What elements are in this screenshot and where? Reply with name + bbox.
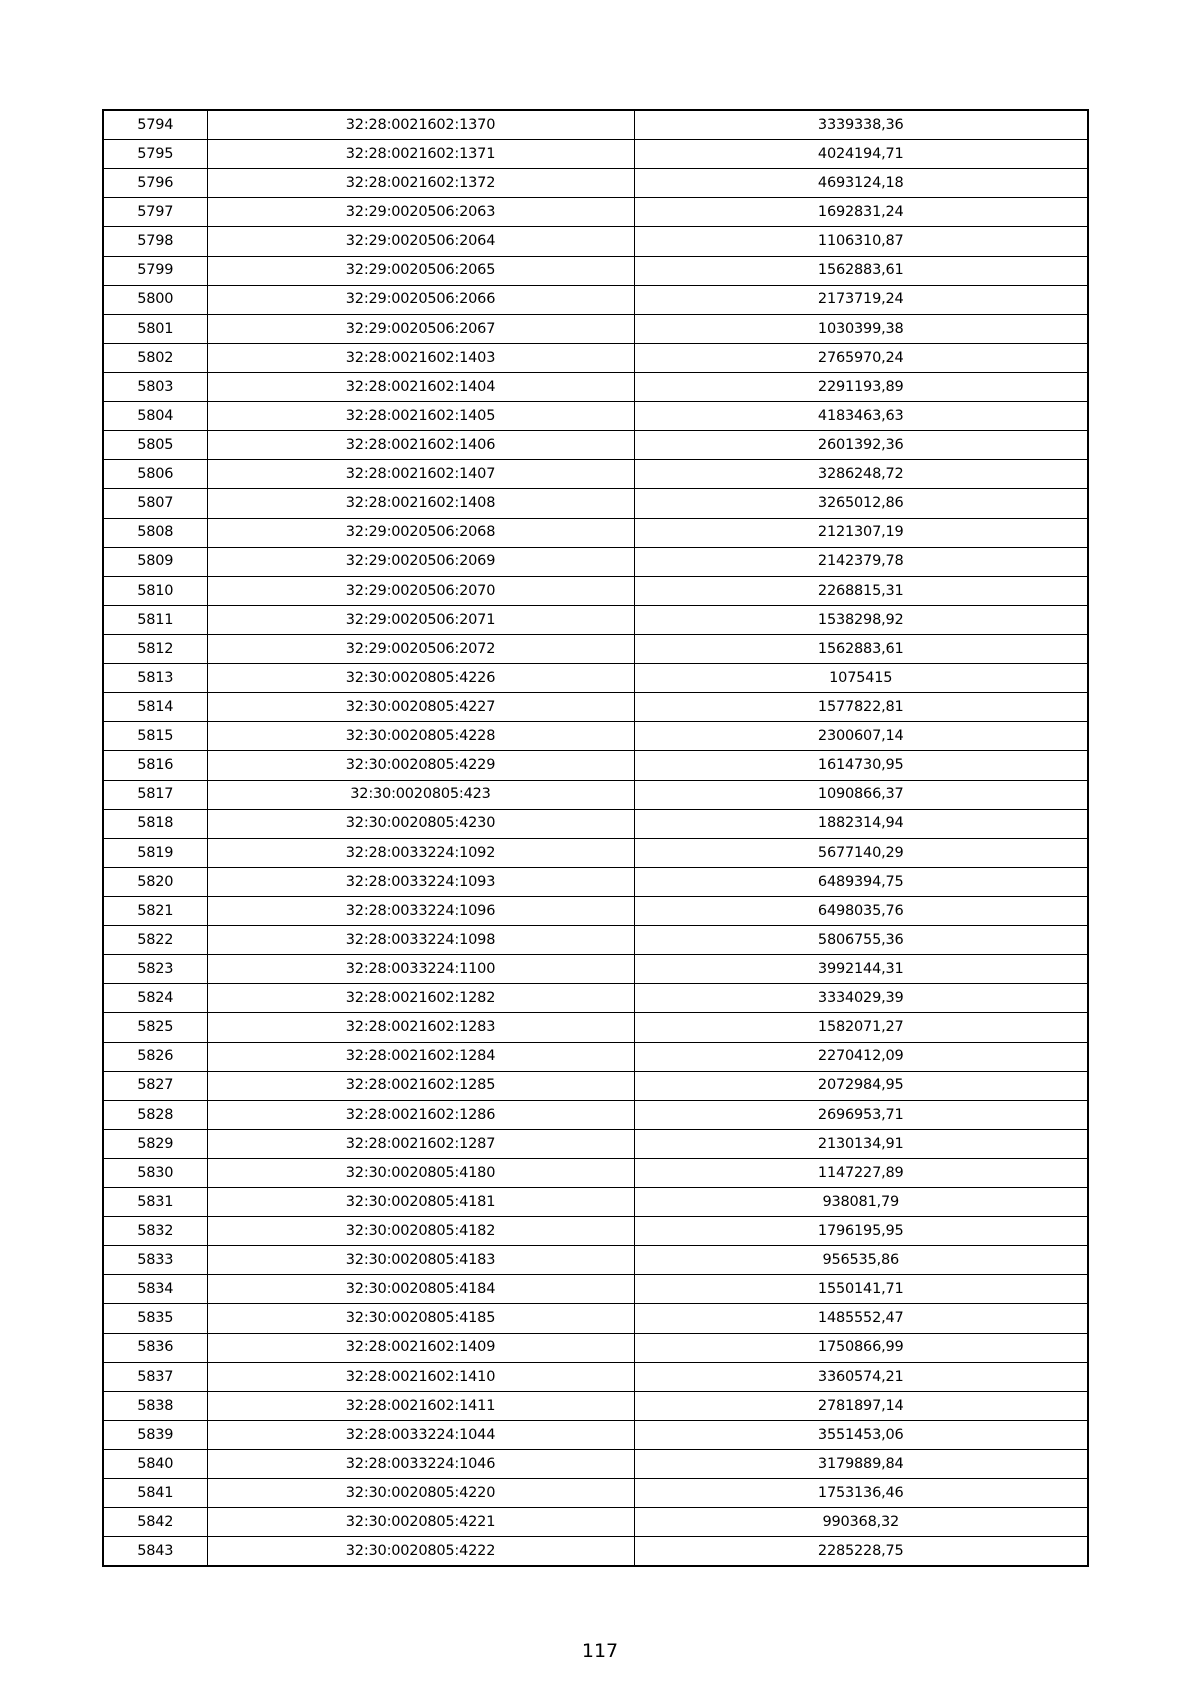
data-table-container bbox=[102, 109, 1087, 1567]
table-row bbox=[103, 838, 1088, 867]
row-number-cell: 5836 bbox=[103, 1333, 207, 1362]
table-row bbox=[103, 547, 1088, 576]
row-number-cell: 5839 bbox=[103, 1420, 207, 1449]
value-cell: 1562883,61 bbox=[634, 256, 1088, 285]
cadastral-number-cell: 32:28:0021602:1370 bbox=[207, 110, 634, 140]
cadastral-number-cell: 32:29:0020506:2069 bbox=[207, 547, 634, 576]
cadastral-number-cell: 32:28:0021602:1286 bbox=[207, 1100, 634, 1129]
value-cell: 4693124,18 bbox=[634, 169, 1088, 198]
cadastral-number-cell: 32:28:0021602:1372 bbox=[207, 169, 634, 198]
cadastral-number-cell: 32:28:0033224:1092 bbox=[207, 838, 634, 867]
table-row bbox=[103, 1333, 1088, 1362]
table-row bbox=[103, 460, 1088, 489]
row-number-cell: 5799 bbox=[103, 256, 207, 285]
value-cell: 3265012,86 bbox=[634, 489, 1088, 518]
table-row bbox=[103, 1042, 1088, 1071]
value-cell: 1582071,27 bbox=[634, 1013, 1088, 1042]
row-number-cell: 5805 bbox=[103, 431, 207, 460]
row-number-cell: 5827 bbox=[103, 1071, 207, 1100]
value-cell: 4183463,63 bbox=[634, 402, 1088, 431]
table-row bbox=[103, 198, 1088, 227]
table-row bbox=[103, 489, 1088, 518]
value-cell: 1090866,37 bbox=[634, 780, 1088, 809]
cadastral-number-cell: 32:30:0020805:4226 bbox=[207, 664, 634, 693]
cadastral-number-cell: 32:28:0021602:1405 bbox=[207, 402, 634, 431]
cadastral-number-cell: 32:30:0020805:4230 bbox=[207, 809, 634, 838]
value-cell: 5806755,36 bbox=[634, 926, 1088, 955]
table-row bbox=[103, 1246, 1088, 1275]
table-row bbox=[103, 926, 1088, 955]
table-row bbox=[103, 693, 1088, 722]
row-number-cell: 5807 bbox=[103, 489, 207, 518]
table-row bbox=[103, 1508, 1088, 1537]
value-cell: 2130134,91 bbox=[634, 1129, 1088, 1158]
cadastral-number-cell: 32:28:0033224:1100 bbox=[207, 955, 634, 984]
row-number-cell: 5842 bbox=[103, 1508, 207, 1537]
value-cell: 956535,86 bbox=[634, 1246, 1088, 1275]
value-cell: 5677140,29 bbox=[634, 838, 1088, 867]
cadastral-number-cell: 32:28:0033224:1098 bbox=[207, 926, 634, 955]
row-number-cell: 5796 bbox=[103, 169, 207, 198]
value-cell: 1750866,99 bbox=[634, 1333, 1088, 1362]
cadastral-number-cell: 32:28:0021602:1283 bbox=[207, 1013, 634, 1042]
cadastral-number-cell: 32:30:0020805:4180 bbox=[207, 1158, 634, 1187]
table-row bbox=[103, 1100, 1088, 1129]
table-row bbox=[103, 314, 1088, 343]
table-body bbox=[103, 110, 1088, 1566]
table-row bbox=[103, 634, 1088, 663]
row-number-cell: 5829 bbox=[103, 1129, 207, 1158]
table-row bbox=[103, 576, 1088, 605]
row-number-cell: 5813 bbox=[103, 664, 207, 693]
value-cell: 2268815,31 bbox=[634, 576, 1088, 605]
value-cell: 1538298,92 bbox=[634, 605, 1088, 634]
row-number-cell: 5801 bbox=[103, 314, 207, 343]
cadastral-number-cell: 32:28:0021602:1411 bbox=[207, 1391, 634, 1420]
cadastral-number-cell: 32:30:0020805:4221 bbox=[207, 1508, 634, 1537]
row-number-cell: 5817 bbox=[103, 780, 207, 809]
table-row bbox=[103, 1217, 1088, 1246]
row-number-cell: 5825 bbox=[103, 1013, 207, 1042]
cadastral-number-cell: 32:29:0020506:2063 bbox=[207, 198, 634, 227]
row-number-cell: 5798 bbox=[103, 227, 207, 256]
row-number-cell: 5828 bbox=[103, 1100, 207, 1129]
row-number-cell: 5818 bbox=[103, 809, 207, 838]
table-row bbox=[103, 1304, 1088, 1333]
value-cell: 3360574,21 bbox=[634, 1362, 1088, 1391]
row-number-cell: 5814 bbox=[103, 693, 207, 722]
cadastral-number-cell: 32:30:0020805:4183 bbox=[207, 1246, 634, 1275]
row-number-cell: 5832 bbox=[103, 1217, 207, 1246]
value-cell: 3179889,84 bbox=[634, 1450, 1088, 1479]
value-cell: 2300607,14 bbox=[634, 722, 1088, 751]
value-cell: 1106310,87 bbox=[634, 227, 1088, 256]
table-row bbox=[103, 227, 1088, 256]
table-row bbox=[103, 1479, 1088, 1508]
row-number-cell: 5809 bbox=[103, 547, 207, 576]
cadastral-number-cell: 32:29:0020506:2065 bbox=[207, 256, 634, 285]
cadastral-number-cell: 32:28:0021602:1287 bbox=[207, 1129, 634, 1158]
cadastral-number-cell: 32:28:0021602:1410 bbox=[207, 1362, 634, 1391]
table-row bbox=[103, 867, 1088, 896]
value-cell: 1614730,95 bbox=[634, 751, 1088, 780]
cadastral-number-cell: 32:30:0020805:4228 bbox=[207, 722, 634, 751]
table-row bbox=[103, 1013, 1088, 1042]
cadastral-number-cell: 32:28:0021602:1285 bbox=[207, 1071, 634, 1100]
value-cell: 3339338,36 bbox=[634, 110, 1088, 140]
row-number-cell: 5833 bbox=[103, 1246, 207, 1275]
value-cell: 3286248,72 bbox=[634, 460, 1088, 489]
value-cell: 3551453,06 bbox=[634, 1420, 1088, 1449]
cadastral-number-cell: 32:30:0020805:4181 bbox=[207, 1188, 634, 1217]
cadastral-number-cell: 32:28:0021602:1404 bbox=[207, 372, 634, 401]
value-cell: 2601392,36 bbox=[634, 431, 1088, 460]
value-cell: 2072984,95 bbox=[634, 1071, 1088, 1100]
cadastral-number-cell: 32:29:0020506:2067 bbox=[207, 314, 634, 343]
value-cell: 6498035,76 bbox=[634, 896, 1088, 925]
value-cell: 2121307,19 bbox=[634, 518, 1088, 547]
cadastral-number-cell: 32:28:0021602:1406 bbox=[207, 431, 634, 460]
table-row bbox=[103, 1071, 1088, 1100]
data-table bbox=[102, 109, 1089, 1567]
cadastral-number-cell: 32:28:0021602:1403 bbox=[207, 343, 634, 372]
table-row bbox=[103, 140, 1088, 169]
cadastral-number-cell: 32:28:0033224:1044 bbox=[207, 1420, 634, 1449]
cadastral-number-cell: 32:29:0020506:2070 bbox=[207, 576, 634, 605]
table-row bbox=[103, 1129, 1088, 1158]
cadastral-number-cell: 32:28:0021602:1284 bbox=[207, 1042, 634, 1071]
row-number-cell: 5841 bbox=[103, 1479, 207, 1508]
value-cell: 2291193,89 bbox=[634, 372, 1088, 401]
cadastral-number-cell: 32:29:0020506:2064 bbox=[207, 227, 634, 256]
cadastral-number-cell: 32:30:0020805:4227 bbox=[207, 693, 634, 722]
row-number-cell: 5815 bbox=[103, 722, 207, 751]
table-row bbox=[103, 809, 1088, 838]
table-row bbox=[103, 256, 1088, 285]
cadastral-number-cell: 32:29:0020506:2068 bbox=[207, 518, 634, 547]
row-number-cell: 5831 bbox=[103, 1188, 207, 1217]
table-row bbox=[103, 1450, 1088, 1479]
row-number-cell: 5826 bbox=[103, 1042, 207, 1071]
cadastral-number-cell: 32:28:0033224:1093 bbox=[207, 867, 634, 896]
row-number-cell: 5835 bbox=[103, 1304, 207, 1333]
value-cell: 1485552,47 bbox=[634, 1304, 1088, 1333]
value-cell: 3992144,31 bbox=[634, 955, 1088, 984]
row-number-cell: 5824 bbox=[103, 984, 207, 1013]
row-number-cell: 5811 bbox=[103, 605, 207, 634]
row-number-cell: 5803 bbox=[103, 372, 207, 401]
cadastral-number-cell: 32:28:0021602:1407 bbox=[207, 460, 634, 489]
row-number-cell: 5823 bbox=[103, 955, 207, 984]
table-row bbox=[103, 343, 1088, 372]
cadastral-number-cell: 32:28:0021602:1409 bbox=[207, 1333, 634, 1362]
table-row bbox=[103, 1391, 1088, 1420]
row-number-cell: 5812 bbox=[103, 634, 207, 663]
row-number-cell: 5838 bbox=[103, 1391, 207, 1420]
table-row bbox=[103, 285, 1088, 314]
row-number-cell: 5820 bbox=[103, 867, 207, 896]
cadastral-number-cell: 32:30:0020805:4185 bbox=[207, 1304, 634, 1333]
cadastral-number-cell: 32:30:0020805:4182 bbox=[207, 1217, 634, 1246]
row-number-cell: 5816 bbox=[103, 751, 207, 780]
value-cell: 6489394,75 bbox=[634, 867, 1088, 896]
row-number-cell: 5822 bbox=[103, 926, 207, 955]
row-number-cell: 5834 bbox=[103, 1275, 207, 1304]
table-row bbox=[103, 1275, 1088, 1304]
row-number-cell: 5806 bbox=[103, 460, 207, 489]
cadastral-number-cell: 32:29:0020506:2072 bbox=[207, 634, 634, 663]
cadastral-number-cell: 32:28:0033224:1046 bbox=[207, 1450, 634, 1479]
cadastral-number-cell: 32:28:0021602:1408 bbox=[207, 489, 634, 518]
value-cell: 1796195,95 bbox=[634, 1217, 1088, 1246]
row-number-cell: 5843 bbox=[103, 1537, 207, 1567]
cadastral-number-cell: 32:30:0020805:4220 bbox=[207, 1479, 634, 1508]
row-number-cell: 5830 bbox=[103, 1158, 207, 1187]
value-cell: 1577822,81 bbox=[634, 693, 1088, 722]
row-number-cell: 5797 bbox=[103, 198, 207, 227]
cadastral-number-cell: 32:30:0020805:4184 bbox=[207, 1275, 634, 1304]
table-row bbox=[103, 431, 1088, 460]
value-cell: 2173719,24 bbox=[634, 285, 1088, 314]
value-cell: 2285228,75 bbox=[634, 1537, 1088, 1567]
table-row bbox=[103, 518, 1088, 547]
table-row bbox=[103, 1420, 1088, 1449]
value-cell: 2270412,09 bbox=[634, 1042, 1088, 1071]
row-number-cell: 5840 bbox=[103, 1450, 207, 1479]
row-number-cell: 5819 bbox=[103, 838, 207, 867]
row-number-cell: 5794 bbox=[103, 110, 207, 140]
cadastral-number-cell: 32:29:0020506:2066 bbox=[207, 285, 634, 314]
row-number-cell: 5808 bbox=[103, 518, 207, 547]
value-cell: 3334029,39 bbox=[634, 984, 1088, 1013]
value-cell: 1030399,38 bbox=[634, 314, 1088, 343]
value-cell: 1147227,89 bbox=[634, 1158, 1088, 1187]
value-cell: 1882314,94 bbox=[634, 809, 1088, 838]
table-row bbox=[103, 402, 1088, 431]
cadastral-number-cell: 32:30:0020805:4222 bbox=[207, 1537, 634, 1567]
table-row bbox=[103, 110, 1088, 140]
row-number-cell: 5795 bbox=[103, 140, 207, 169]
table-row bbox=[103, 1362, 1088, 1391]
cadastral-number-cell: 32:29:0020506:2071 bbox=[207, 605, 634, 634]
table-row bbox=[103, 372, 1088, 401]
cadastral-number-cell: 32:28:0021602:1282 bbox=[207, 984, 634, 1013]
value-cell: 938081,79 bbox=[634, 1188, 1088, 1217]
value-cell: 2142379,78 bbox=[634, 547, 1088, 576]
value-cell: 1075415 bbox=[634, 664, 1088, 693]
cadastral-number-cell: 32:30:0020805:423 bbox=[207, 780, 634, 809]
table-row bbox=[103, 896, 1088, 925]
table-row bbox=[103, 169, 1088, 198]
table-row bbox=[103, 1537, 1088, 1567]
value-cell: 2696953,71 bbox=[634, 1100, 1088, 1129]
table-row bbox=[103, 605, 1088, 634]
table-row bbox=[103, 955, 1088, 984]
cadastral-number-cell: 32:28:0021602:1371 bbox=[207, 140, 634, 169]
table-row bbox=[103, 664, 1088, 693]
value-cell: 1550141,71 bbox=[634, 1275, 1088, 1304]
value-cell: 4024194,71 bbox=[634, 140, 1088, 169]
table-row bbox=[103, 1158, 1088, 1187]
row-number-cell: 5837 bbox=[103, 1362, 207, 1391]
value-cell: 2765970,24 bbox=[634, 343, 1088, 372]
table-row bbox=[103, 984, 1088, 1013]
value-cell: 1562883,61 bbox=[634, 634, 1088, 663]
row-number-cell: 5802 bbox=[103, 343, 207, 372]
row-number-cell: 5804 bbox=[103, 402, 207, 431]
row-number-cell: 5810 bbox=[103, 576, 207, 605]
row-number-cell: 5821 bbox=[103, 896, 207, 925]
value-cell: 2781897,14 bbox=[634, 1391, 1088, 1420]
value-cell: 1692831,24 bbox=[634, 198, 1088, 227]
table-row bbox=[103, 751, 1088, 780]
table-row bbox=[103, 780, 1088, 809]
table-row bbox=[103, 1188, 1088, 1217]
cadastral-number-cell: 32:30:0020805:4229 bbox=[207, 751, 634, 780]
value-cell: 1753136,46 bbox=[634, 1479, 1088, 1508]
page-number: 117 bbox=[581, 1640, 619, 1662]
row-number-cell: 5800 bbox=[103, 285, 207, 314]
value-cell: 990368,32 bbox=[634, 1508, 1088, 1537]
cadastral-number-cell: 32:28:0033224:1096 bbox=[207, 896, 634, 925]
table-row bbox=[103, 722, 1088, 751]
